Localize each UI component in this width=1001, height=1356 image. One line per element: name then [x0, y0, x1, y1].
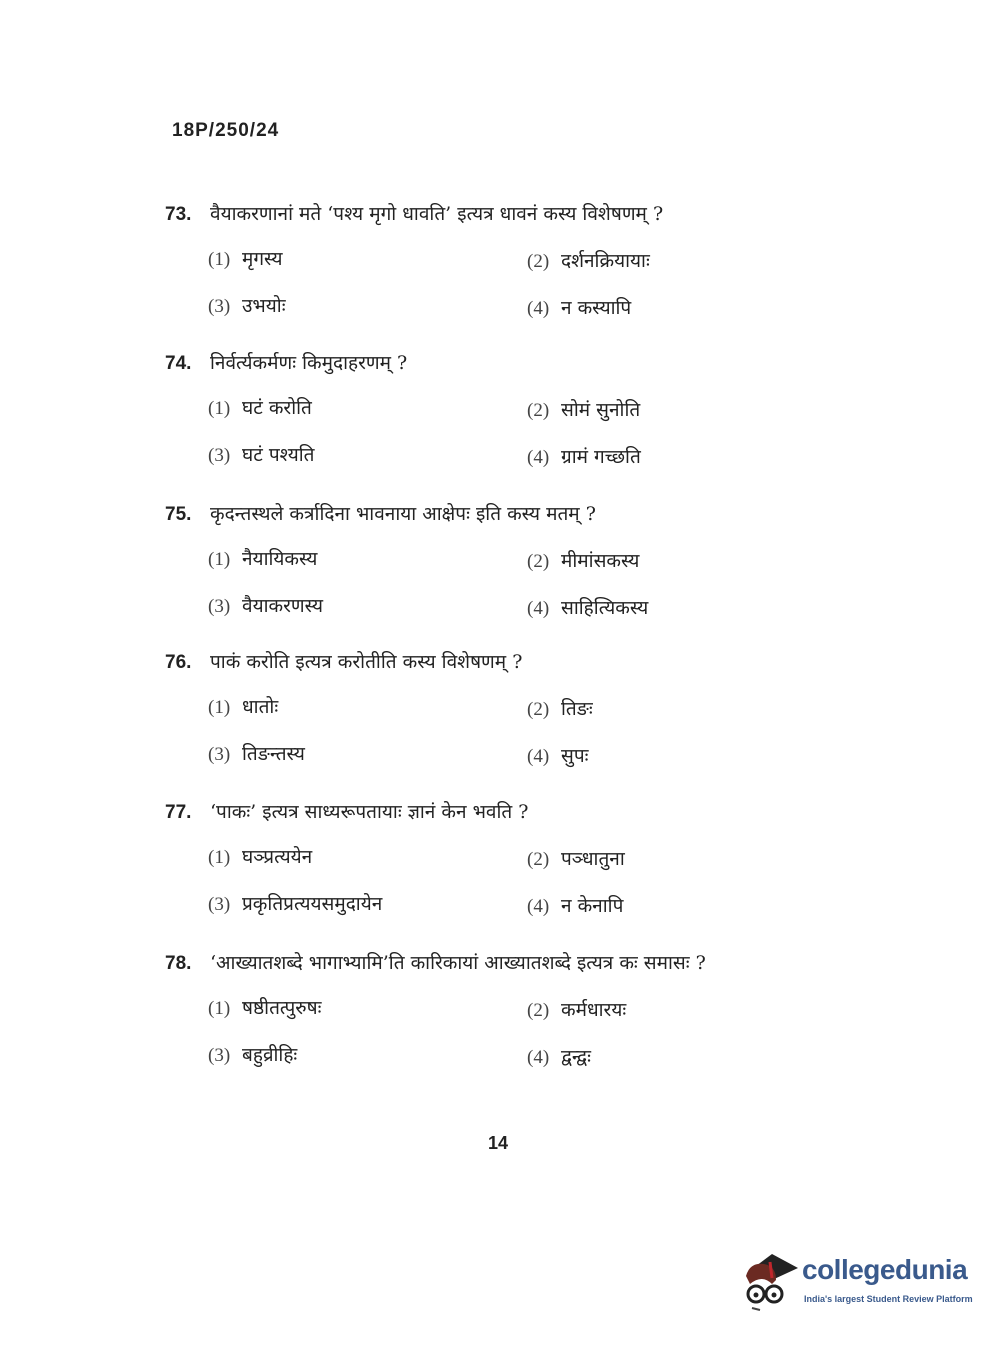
option-number: (2) — [527, 551, 550, 572]
answer-option — [208, 394, 312, 420]
option-number: (1) — [208, 847, 231, 868]
question — [165, 200, 845, 350]
option-number: (2) — [527, 849, 550, 870]
question-stem — [165, 798, 528, 824]
option-number: (2) — [527, 1000, 550, 1021]
option-number: (4) — [527, 598, 550, 619]
answer-option — [208, 245, 282, 271]
option-number: (4) — [527, 746, 550, 767]
option-number: (4) — [527, 447, 550, 468]
option-number: (3) — [208, 596, 231, 617]
option-text: ग्रामं गच्छति — [561, 446, 641, 468]
option-text: न केनापि — [561, 895, 624, 917]
option-number: (1) — [208, 398, 231, 419]
answer-option — [527, 247, 650, 273]
question-number: 78. — [165, 953, 192, 974]
question-stem — [165, 200, 663, 226]
answer-option — [527, 892, 623, 918]
question-number: 73. — [165, 204, 192, 225]
option-text: पञ्धातुना — [561, 848, 625, 870]
question — [165, 798, 845, 948]
option-text: घटं पश्यति — [242, 444, 315, 466]
option-text: मृगस्य — [242, 248, 283, 270]
question — [165, 349, 845, 499]
page-number: 14 — [488, 1133, 509, 1153]
answer-option — [208, 843, 312, 869]
answer-option — [208, 890, 382, 916]
option-text: वैयाकरणस्य — [242, 595, 324, 617]
question-text: पाकं करोति इत्यत्र करोतीति कस्य विशेषणम् ? — [210, 651, 523, 673]
question-stem — [165, 648, 522, 674]
question — [165, 648, 845, 798]
answer-option — [527, 742, 588, 768]
question-stem — [165, 500, 596, 526]
option-text: साहित्यिकस्य — [561, 597, 649, 619]
question — [165, 500, 845, 650]
question-text: निर्वर्त्यकर्मणः किमुदाहरणम् ? — [210, 352, 408, 374]
answer-option — [527, 845, 625, 871]
question-number: 74. — [165, 353, 192, 374]
option-text: नैयायिकस्य — [242, 548, 318, 570]
question-text: ‘पाकः’ इत्यत्र साध्यरूपतायाः ज्ञानं केन भवति ? — [210, 801, 529, 823]
answer-option — [208, 441, 314, 467]
question-number: 77. — [165, 802, 192, 823]
option-text: द्वन्द्वः — [561, 1046, 591, 1068]
option-number: (2) — [527, 400, 550, 421]
option-number: (2) — [527, 699, 550, 720]
option-text: बहुव्रीहिः — [242, 1044, 298, 1066]
option-text: न कस्यापि — [561, 297, 632, 319]
option-text: घटं करोति — [242, 397, 312, 419]
option-text: घञ्प्रत्ययेन — [242, 846, 313, 868]
option-number: (1) — [208, 697, 231, 718]
answer-option — [208, 994, 321, 1020]
option-text: षष्ठीतत्पुरुषः — [242, 997, 322, 1019]
answer-option — [208, 740, 305, 766]
option-number: (4) — [527, 896, 550, 917]
option-number: (1) — [208, 249, 231, 270]
answer-option — [208, 292, 286, 318]
answer-option — [208, 1041, 297, 1067]
answer-option — [208, 693, 278, 719]
option-number: (1) — [208, 998, 231, 1019]
collegedunia-watermark — [742, 1250, 972, 1312]
question-text: वैयाकरणानां मते ‘पश्य मृगो धावति’ इत्यत्र धावनं कस्य विशेषणम् ? — [210, 203, 664, 225]
answer-option — [527, 1043, 591, 1069]
brand-name: collegedunia — [802, 1254, 968, 1285]
option-number: (4) — [527, 298, 550, 319]
answer-option — [527, 396, 640, 422]
question-number: 76. — [165, 652, 192, 673]
option-number: (3) — [208, 894, 231, 915]
question-number: 75. — [165, 504, 192, 525]
answer-option — [527, 294, 631, 320]
option-text: तिङः — [561, 698, 593, 720]
option-text: दर्शनक्रियायाः — [561, 250, 650, 272]
question-stem — [165, 949, 706, 975]
answer-option — [527, 695, 593, 721]
answer-option — [527, 547, 639, 573]
answer-option — [208, 545, 317, 571]
option-text: सुपः — [561, 745, 589, 767]
option-number: (3) — [208, 296, 231, 317]
answer-option — [527, 594, 648, 620]
option-text: प्रकृतिप्रत्ययसमुदायेन — [242, 893, 383, 915]
question-text: ‘आख्यातशब्दे भागाभ्यामि’ति कारिकायां आख्यातशब्दे इत्यत्र कः समासः ? — [210, 952, 706, 974]
option-number: (2) — [527, 251, 550, 272]
option-text: तिङन्तस्य — [242, 743, 305, 765]
option-text: उभयोः — [242, 295, 286, 317]
paper-code: 18P/250/24 — [172, 120, 280, 141]
option-number: (1) — [208, 549, 231, 570]
option-number: (3) — [208, 744, 231, 765]
option-text: मीमांसकस्य — [561, 550, 640, 572]
mascot-logo-icon — [742, 1250, 798, 1312]
option-number: (4) — [527, 1047, 550, 1068]
answer-option — [208, 592, 323, 618]
option-text: कर्मधारयः — [561, 999, 627, 1021]
option-text: सोमं सुनोति — [561, 399, 641, 421]
option-text: धातोः — [242, 696, 279, 718]
answer-option — [527, 996, 626, 1022]
brand-tagline: India's largest Student Review Platform — [804, 1294, 973, 1304]
option-number: (3) — [208, 1045, 231, 1066]
answer-option — [527, 443, 641, 469]
question-stem — [165, 349, 407, 375]
question-text: कृदन्तस्थले कर्त्रादिना भावनाया आक्षेपः इति कस्य मतम् ? — [210, 503, 596, 525]
question — [165, 949, 845, 1099]
option-number: (3) — [208, 445, 231, 466]
